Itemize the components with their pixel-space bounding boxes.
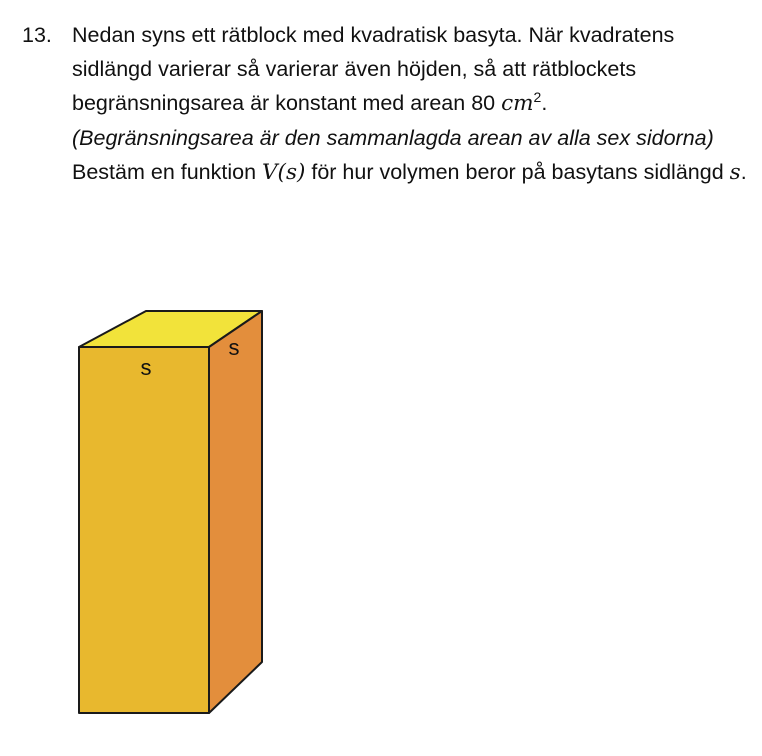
task-end: . [740, 160, 747, 184]
side-edge-label: s [228, 335, 240, 360]
cuboid-front-face [79, 347, 209, 713]
problem-number: 13. [22, 23, 52, 47]
variable-s: s [729, 160, 741, 185]
area-unit: cm [501, 91, 534, 116]
function-name: V(s) [262, 160, 306, 185]
front-edge-label: s [140, 355, 152, 380]
task-mid: för hur volymen beror på basytans sidlängd [305, 160, 730, 184]
intro-text: Nedan syns ett rätblock med kvadratisk basyta. När kvadratens sidlängd varierar så varierar även höjden, så att rätblockets begränsningsarea är konstant med arean 80 [72, 23, 675, 115]
problem-note: (Begränsningsarea är den sammanlagda arean av alla sex sidorna) [72, 126, 714, 150]
area-exponent: 2 [533, 88, 542, 105]
task-start: Bestäm en funktion [72, 160, 263, 184]
cuboid-side-face [209, 311, 262, 713]
intro-end: . [541, 91, 548, 115]
